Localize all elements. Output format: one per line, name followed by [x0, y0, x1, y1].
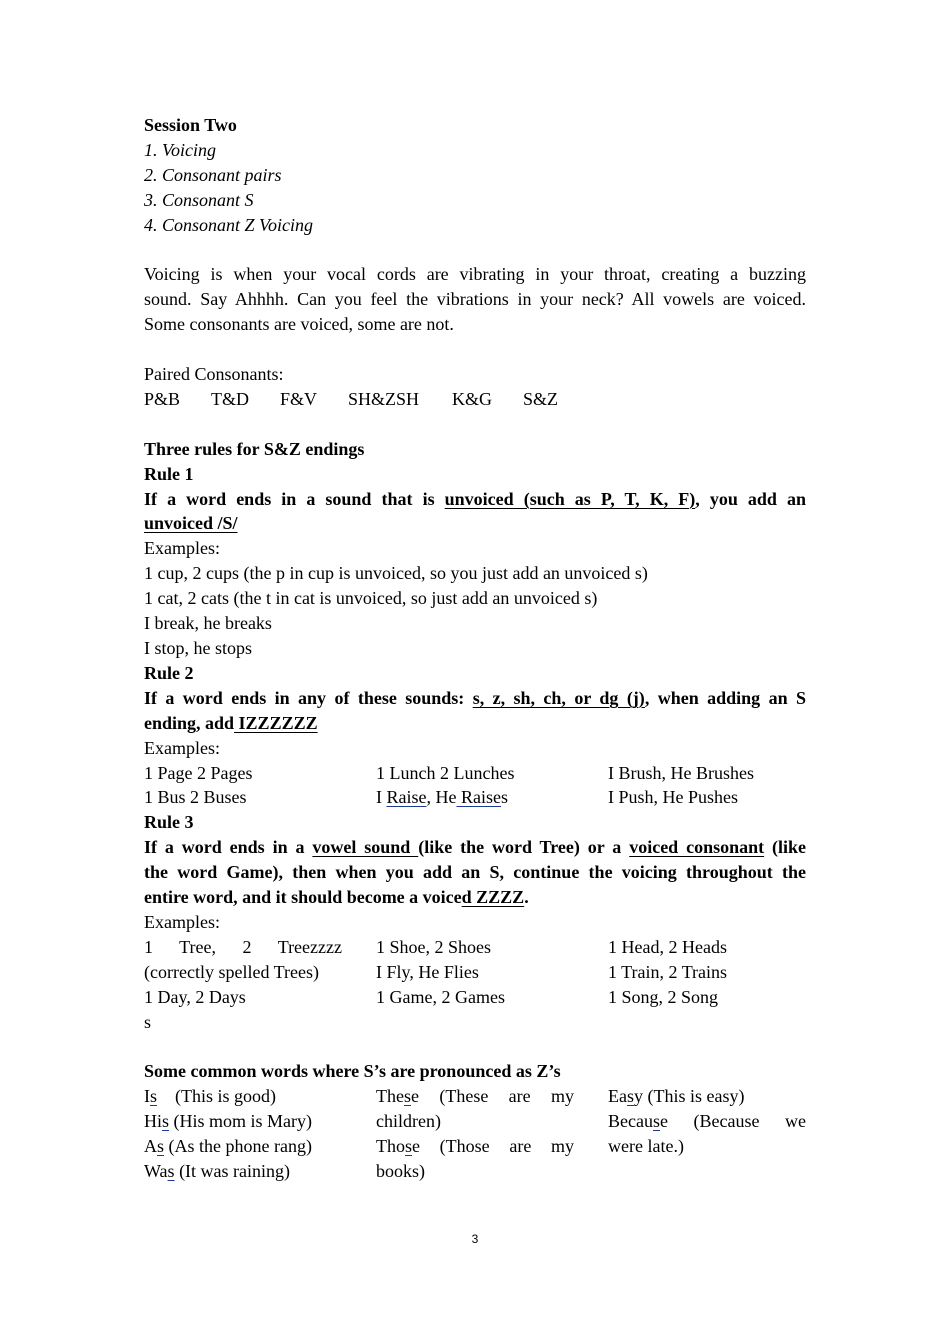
common-word: These (These are my: [376, 1086, 574, 1107]
session-item-3: 3. Consonant S: [144, 189, 254, 210]
common-word: As (As the phone rang): [144, 1136, 312, 1157]
page-number: 3: [471, 1232, 479, 1246]
rule1-example-2: 1 cat, 2 cats (the t in cat is unvoiced, so just add an unvoiced s): [144, 588, 598, 609]
session-title: Session Two: [144, 115, 237, 135]
example-cell: 1 Tree, 2 Treezzzz: [144, 936, 342, 957]
intro-line-3: Some consonants are voiced, some are not.: [144, 314, 454, 335]
rule1-text-line-2: unvoiced /S/: [144, 513, 238, 534]
example-cell: 1 Train, 2 Trains: [608, 961, 728, 982]
example-cell: 1 Day, 2 Days: [144, 986, 246, 1007]
session-item-2: 2. Consonant pairs: [144, 164, 282, 185]
session-item-1: 1. Voicing: [144, 139, 216, 160]
rule2-example-row-2: [144, 785, 806, 810]
pair-item: F&V: [280, 388, 318, 409]
pair-item: T&D: [211, 388, 249, 409]
rule1-title: Rule 1: [144, 463, 194, 484]
example-cell: 1 Song, 2 Song: [608, 986, 719, 1007]
rule3-example-row-3: [144, 985, 806, 1010]
intro-line-1: Voicing is when your vocal cords are vibrating in your throat, creating a buzzing: [144, 264, 806, 285]
paired-consonants-label: Paired Consonants:: [144, 364, 284, 385]
pair-item: K&G: [452, 388, 492, 409]
example-cell: 1 Shoe, 2 Shoes: [376, 936, 492, 957]
rule1-example-4: I stop, he stops: [144, 637, 252, 658]
rule3-examples-label: Examples:: [144, 911, 220, 932]
common-word: Is (This is good): [144, 1086, 277, 1107]
example-cell: 1 Lunch 2 Lunches: [376, 762, 515, 783]
common-word-cont: books): [376, 1161, 425, 1181]
common-words-heading: Some common words where S’s are pronounced as Z’s: [144, 1061, 561, 1082]
rule2-examples-label: Examples:: [144, 737, 220, 758]
common-words-table: [144, 1084, 806, 1184]
intro-line-2: sound. Say Ahhhh. Can you feel the vibrations in your neck? All vowels are voiced.: [144, 289, 806, 310]
rule2-text-line-1: If a word ends in any of these sounds: s, z, sh, ch, or dg (j), when adding an S: [144, 687, 806, 708]
common-word: Because (Because we: [608, 1111, 806, 1132]
pair-item: S&Z: [523, 388, 559, 409]
rule2-text-line-2: ending, add IZZZZZZ: [144, 712, 318, 733]
rule2-example-row-1: [144, 761, 806, 786]
rule1-examples-label: Examples:: [144, 538, 220, 559]
example-cell: I Push, He Pushes: [608, 787, 739, 808]
rule3-example-row-2: [144, 960, 806, 985]
rule3-trailing-s: s: [144, 1011, 152, 1032]
rule3-text-line-1: If a word ends in a vowel sound (like the word Tree) or a voiced consonant (like: [144, 837, 806, 858]
rules-heading: Three rules for S&Z endings: [144, 438, 365, 459]
rule3-example-row-1: [144, 935, 806, 960]
common-words-col-3: [608, 1084, 806, 1184]
common-words-col-2: [376, 1084, 608, 1184]
rule3-title: Rule 3: [144, 812, 194, 833]
document-page: [144, 113, 806, 1184]
example-cell: I Raise, He Raises: [376, 787, 509, 808]
rule3-text-line-2: the word Game), then when you add an S, continue the voicing throughout the: [144, 862, 806, 883]
common-word: His (His mom is Mary): [144, 1111, 313, 1132]
example-cell: I Brush, He Brushes: [608, 762, 754, 783]
common-words-col-1: [144, 1084, 376, 1184]
rule1-example-1: 1 cup, 2 cups (the p in cup is unvoiced, so you just add an unvoiced s): [144, 563, 648, 584]
rule3-text-line-3: entire word, and it should become a voiced ZZZZ.: [144, 887, 529, 908]
example-cell: (correctly spelled Trees): [144, 961, 319, 982]
example-cell: 1 Head, 2 Heads: [608, 936, 727, 957]
common-word-cont: children): [376, 1111, 441, 1132]
example-cell: 1 Game, 2 Games: [376, 986, 505, 1007]
common-word-cont: were late.): [608, 1136, 684, 1157]
paired-consonants-list: [144, 387, 806, 412]
example-cell: 1 Bus 2 Buses: [144, 787, 247, 808]
pair-item: P&B: [144, 388, 181, 409]
example-cell: I Fly, He Flies: [376, 961, 479, 982]
common-word: Those (Those are my: [376, 1136, 574, 1157]
rule1-text-line-1: If a word ends in a sound that is unvoiced (such as P, T, K, F), you add an: [144, 488, 806, 509]
rule2-title: Rule 2: [144, 662, 194, 683]
session-item-4: 4. Consonant Z Voicing: [144, 214, 314, 235]
rule1-example-3: I break, he breaks: [144, 613, 272, 634]
pair-item: SH&ZSH: [348, 388, 420, 409]
example-cell: 1 Page 2 Pages: [144, 762, 253, 783]
common-word: Easy (This is easy): [608, 1086, 745, 1107]
common-word: Was (It was raining): [144, 1161, 291, 1181]
